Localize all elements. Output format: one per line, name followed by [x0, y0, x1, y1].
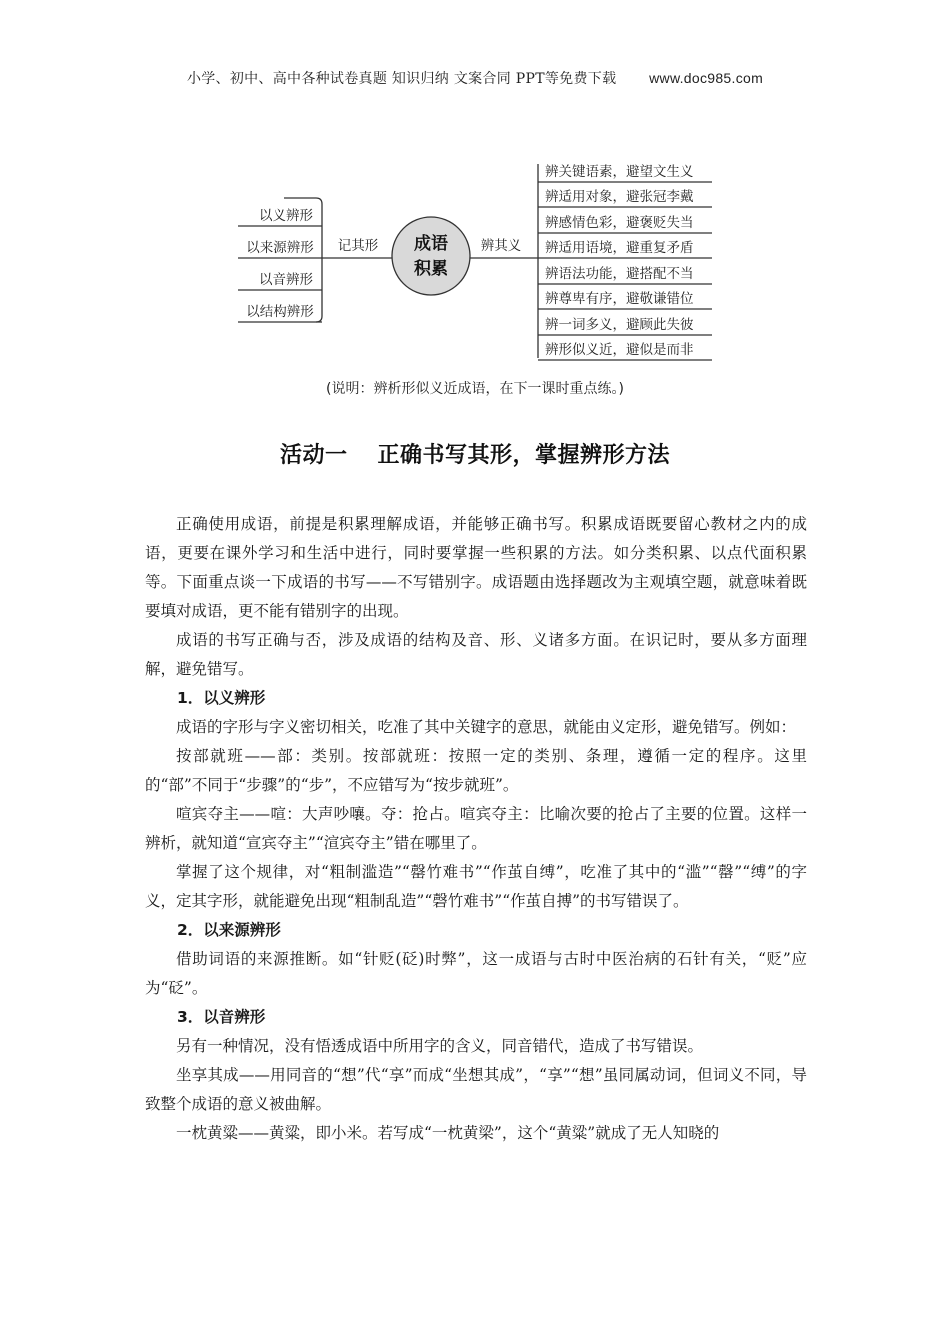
diagram-note: (说明：辨析形似义近成语，在下一课时重点练。): [326, 381, 624, 397]
paragraph: 喧宾夺主——喧：大声吵嚷。夺：抢占。喧宾夺主：比喻次要的抢占了主要的位置。这样一辨析，就知道“宣宾夺主”“渲宾夺主”错在哪里了。: [145, 805, 807, 852]
center-node: [392, 217, 470, 295]
header-text: 小学、初中、高中各种试卷真题 知识归纳 文案合同 PPT等免费下载: [186, 71, 617, 87]
right-item: 辨感情色彩，避褒贬失当: [545, 215, 694, 231]
right-item: 辨适用对象，避张冠李戴: [545, 189, 694, 205]
right-item: 辨适用语境，避重复矛盾: [545, 240, 694, 256]
paragraph: 另有一种情况，没有悟透成语中所用字的含义，同音错代，造成了书写错误。: [176, 1037, 704, 1055]
left-item: 以义辨形: [259, 208, 313, 224]
paragraph: 成语的字形与字义密切相关，吃准了其中关键字的意思，就能由义定形，避免错写。例如：: [176, 718, 797, 736]
right-item: 辨一词多义，避顾此失彼: [545, 317, 694, 333]
paragraph: 掌握了这个规律，对“粗制滥造”“罄竹难书”“作茧自缚”，吃准了其中的“滥”“罄”“缚”的字义，定其字形，就能避免出现“粗制乱造”“磬竹难书”“作茧自搏”的书写错误了。: [145, 863, 807, 910]
subheading: 1．以义辨形: [177, 689, 266, 707]
center-text-top: 成语: [414, 234, 448, 254]
right-item: 辨语法功能，避搭配不当: [545, 266, 694, 282]
paragraph: 按部就班——部：类别。按部就班：按照一定的类别、条理，遵循一定的程序。这里的“部”不同于“步骤”的“步”，不应错写为“按步就班”。: [145, 747, 807, 794]
page-header: [0, 68, 950, 88]
subheading: 3．以音辨形: [177, 1008, 266, 1026]
right-branch-label: 辨其义: [480, 238, 522, 254]
right-item: 辨关键语素，避望文生义: [545, 164, 694, 180]
left-branch-label: 记其形: [337, 238, 379, 254]
right-item: 辨形似义近，避似是而非: [545, 342, 694, 358]
paragraph: 成语的书写正确与否，涉及成语的结构及音、形、义诸多方面。在识记时，要从多方面理解，避免错写。: [145, 631, 807, 678]
section-title-part2: 正确书写其形，掌握辨形方法: [377, 442, 671, 468]
paragraph: 坐享其成——用同音的“想”代“享”而成“坐想其成”，“享”“想”虽同属动词，但词义不同，导致整个成语的意义被曲解。: [145, 1066, 807, 1113]
header-url: www.doc985.com: [649, 70, 764, 86]
subheading: 2．以来源辨形: [177, 921, 281, 939]
paragraph: 正确使用成语，前提是积累理解成语，并能够正确书写。积累成语既要留心教材之内的成语，更要在课外学习和生活中进行，同时要掌握一些积累的方法。如分类积累、以点代面积累等。下面重点谈一下成语的书写——不写错别字。成语题由选择题改为主观填空题，就意味着既要填对成语，更不能有错别字的出现。: [145, 515, 807, 620]
article-body: [145, 510, 807, 1148]
section-title: [0, 438, 950, 469]
paragraph: 借助词语的来源推断。如“针贬(砭)时弊”，这一成语与古时中医治病的石针有关，“贬”应为“砭”。: [145, 950, 807, 997]
paragraph: 一枕黄粱——黄粱，即小米。若写成“一枕黄梁”，这个“黄粱”就成了无人知晓的: [176, 1124, 720, 1142]
left-item: 以音辨形: [259, 272, 313, 288]
right-item: 辨尊卑有序，避敬谦错位: [545, 291, 694, 307]
idiom-mind-map: [0, 150, 950, 365]
left-item: 以结构辨形: [246, 304, 314, 320]
center-text-bottom: 积累: [414, 259, 448, 279]
left-item: 以来源辨形: [246, 240, 314, 256]
section-title-part1: 活动一: [279, 442, 348, 468]
